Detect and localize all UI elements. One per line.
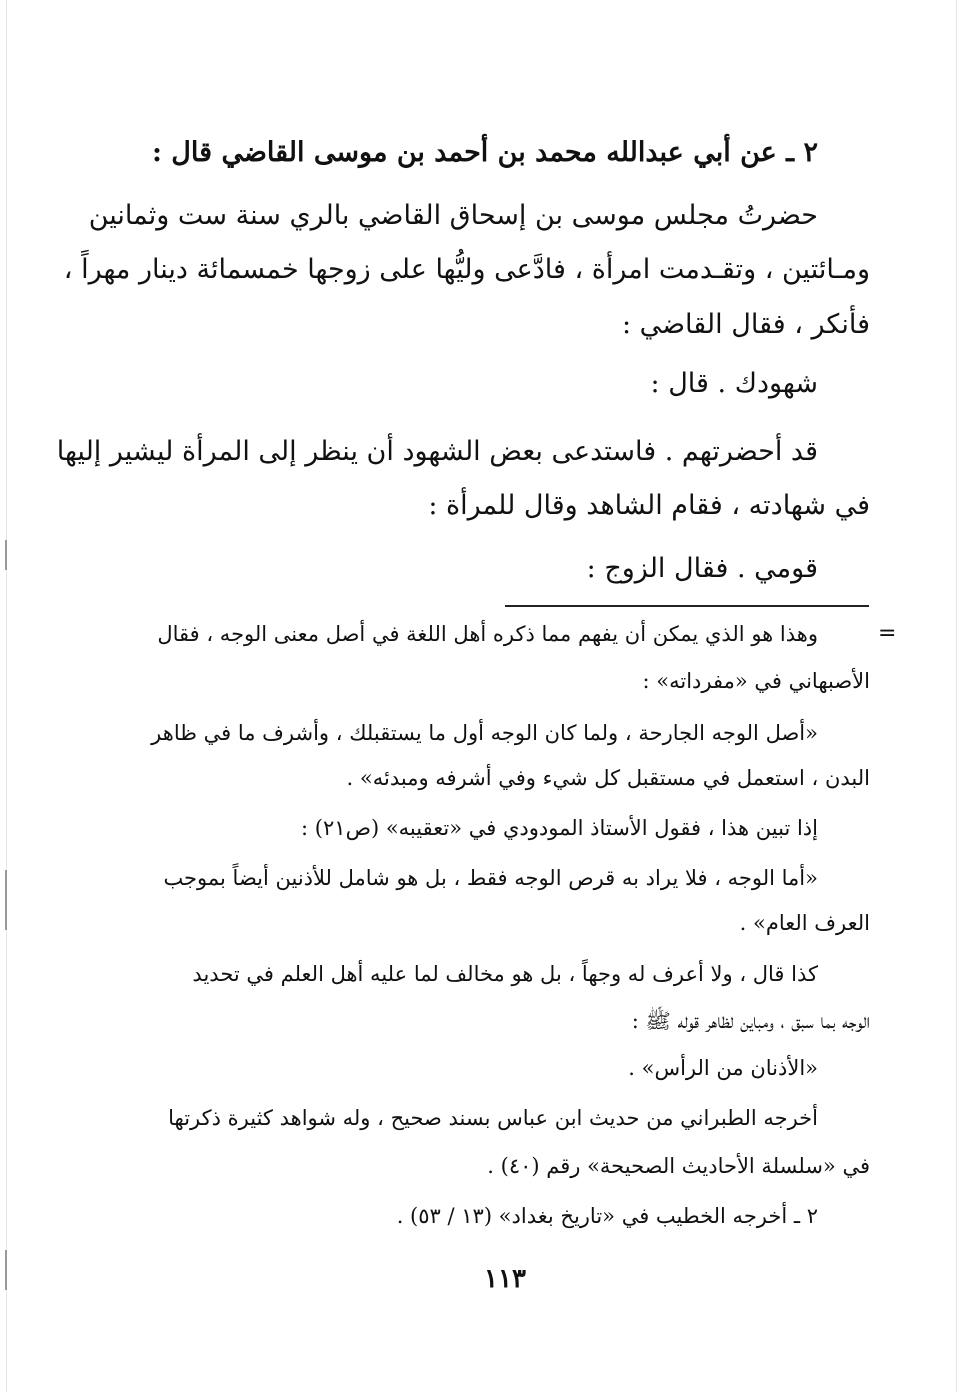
body-line: في شهادته ، فقام الشاهد وقال للمرأة : [428, 490, 870, 521]
body-line: ومـائتين ، وتقـدمت امرأة ، فادَّعى وليُّها على زوجها خمسمائة دينار مهراً ، [63, 254, 870, 285]
left-edge-mark [5, 870, 7, 930]
left-edge-mark [5, 540, 7, 570]
footnote-continuation-mark: = [878, 621, 897, 646]
footnote-line: ٢ ـ أخرجه الخطيب في «تاريخ بغداد» (١٣ / ٥٣) . [396, 1204, 818, 1228]
body-line: شهودك . قال : [650, 368, 818, 399]
body-line: قومي . فقال الزوج : [586, 553, 818, 584]
footnote-line: وهذا هو الذي يمكن أن يفهم مما ذكره أهل اللغة في أصل معنى الوجه ، فقال [157, 622, 818, 646]
footnote-line: «أما الوجه ، فلا يراد به قرص الوجه فقط ، بل هو شامل للأذنين أيضاً بموجب [163, 866, 818, 890]
right-scan-edge [956, 0, 957, 1392]
footnote-line: الوجه بما سبق ، ومباين لظاهر قوله ﷺ : [631, 1009, 870, 1033]
footnote-line: الأصبهاني في «مفرداته» : [642, 669, 870, 693]
left-scan-edge [6, 0, 7, 1392]
footnote-separator [505, 605, 869, 607]
footnote-line: البدن ، استعمل في مستقبل كل شيء وفي أشرفه ومبدئه» . [346, 766, 870, 790]
footnote-line: «أصل الوجه الجارحة ، ولما كان الوجه أول ما يستقبلك ، وأشرف ما في ظاهر [151, 721, 818, 745]
body-line: حضرتُ مجلس موسى بن إسحاق القاضي بالري سنة ست وثمانين [88, 200, 818, 231]
footnote-line: إذا تبين هذا ، فقول الأستاذ المودودي في «تعقيبه» (ص٢١) : [301, 816, 818, 840]
footnote-line: كذا قال ، ولا أعرف له وجهاً ، بل هو مخالف لما عليه أهل العلم في تحديد [192, 962, 818, 986]
page-number: ١١٣ [484, 1264, 526, 1294]
body-line: قد أحضرتهم . فاستدعى بعض الشهود أن ينظر إلى المرأة ليشير إليها [56, 436, 818, 467]
footnote-line: «الأذنان من الرأس» . [628, 1056, 818, 1080]
footnote-line: العرف العام» . [739, 911, 870, 935]
body-line: فأنكر ، فقال القاضي : [621, 309, 870, 340]
footnote-line: أخرجه الطبراني من حديث ابن عباس بسند صحيح ، وله شواهد كثيرة ذكرتها [168, 1106, 818, 1130]
footnote-line: في «سلسلة الأحاديث الصحيحة» رقم (٤٠) . [487, 1154, 870, 1178]
hadith-heading-line: ٢ ـ عن أبي عبدالله محمد بن أحمد بن موسى القاضي قال : [151, 137, 818, 168]
